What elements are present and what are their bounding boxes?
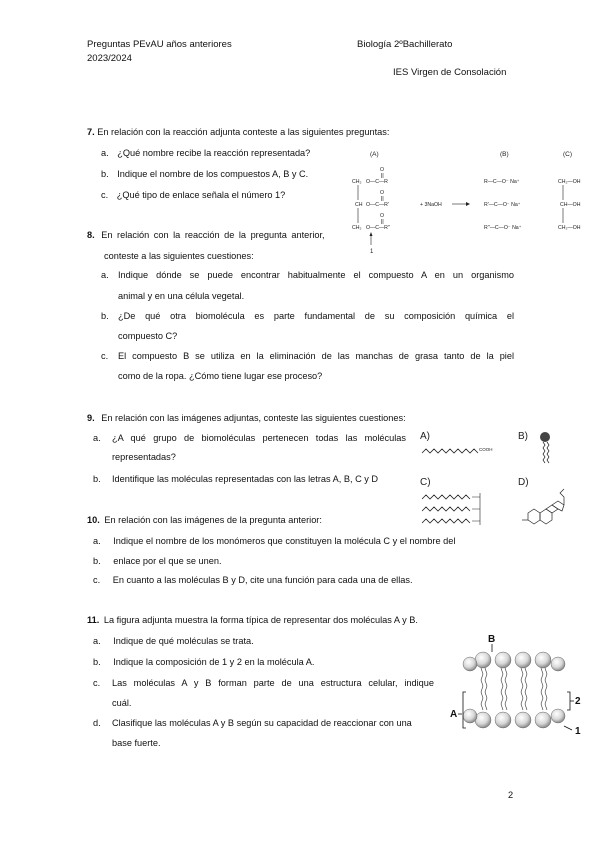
- label-2: 2: [575, 696, 581, 707]
- carbonyl-o-2: O: [380, 190, 385, 196]
- label-b: B: [488, 634, 496, 645]
- q7-item-c: [101, 189, 285, 202]
- question-text: En relación con las imágenes adjuntas, conteste las siguientes cuestiones:: [101, 413, 406, 423]
- header-subject: Biología 2ºBachillerato: [357, 39, 453, 50]
- lipids-figure: [418, 425, 568, 530]
- q9-item-a-line2: representadas?: [112, 452, 176, 462]
- polar-head: [515, 712, 531, 728]
- q9-item-letter-b: b.: [93, 474, 101, 484]
- ch2-bottom: CH₂: [352, 225, 362, 231]
- phospholipid-tail-2: [547, 442, 549, 463]
- triglyceride-chain-1: [422, 495, 470, 499]
- question-11: [87, 614, 418, 627]
- question-number: 8.: [87, 230, 95, 240]
- question-text: En relación con la reacción adjunta conteste a las siguientes preguntas:: [97, 127, 390, 137]
- header-course: Preguntas PEvAU años anteriores: [87, 39, 232, 50]
- polar-head: [495, 652, 511, 668]
- label-1: 1: [575, 726, 581, 737]
- polar-head: [475, 712, 491, 728]
- label-b: (B): [500, 151, 509, 158]
- q9-item-a-line1: ¿A qué grupo de biomoléculas pertenecen todas las moléculas: [112, 433, 406, 443]
- q8-item-letter-c: c.: [101, 351, 109, 361]
- item-text: Indique la composición de 1 y 2 en la molécula A.: [113, 657, 315, 667]
- bracket-2: [567, 692, 570, 710]
- polar-head: [535, 652, 551, 668]
- item-text: En cuanto a las moléculas B y D, cite una función para cada una de ellas.: [112, 575, 413, 585]
- question-number: 7.: [87, 127, 95, 137]
- label-b: B): [518, 431, 528, 442]
- item-letter: a.: [101, 148, 109, 158]
- q8-item-a-line1: Indique dónde se puede encontrar habitualmente el compuesto A en un organismo: [118, 270, 514, 280]
- item-letter: b.: [93, 556, 101, 566]
- carbonyl-o-3: O: [380, 213, 385, 219]
- polar-head: [475, 652, 491, 668]
- polar-head: [551, 657, 565, 671]
- glycerol-2: CH—OH: [560, 202, 581, 208]
- glycerol-3: CH₂—OH: [558, 225, 581, 231]
- question-number: 9.: [87, 413, 95, 423]
- phospholipid-tail-1: [543, 442, 545, 463]
- ester-2: O—C—R': [366, 202, 389, 208]
- page-number: 2: [508, 790, 514, 800]
- q11-item-c-line1: Las moléculas A y B forman parte de una estructura celular, indique: [112, 678, 434, 688]
- item-text: Indique el nombre de los monómeros que constituyen la molécula C y el nombre del: [113, 536, 456, 546]
- membrane-figure: [448, 630, 588, 740]
- polar-head: [535, 712, 551, 728]
- q8-item-letter-b: b.: [101, 311, 109, 321]
- question-number: 11.: [87, 615, 100, 625]
- q7-item-a: [101, 147, 310, 160]
- item-text: Indique de qué moléculas se trata.: [113, 636, 254, 646]
- label-c: (C): [563, 151, 573, 158]
- q10-item-b: [93, 555, 222, 568]
- polar-head: [463, 709, 477, 723]
- label-a: A: [450, 709, 458, 720]
- question-text-line1: En relación con la reacción de la pregunta anterior,: [101, 230, 325, 240]
- q11-item-d-line1: Clasifique las moléculas A y B según su capacidad de reaccionar con una: [112, 718, 412, 728]
- fatty-acid-chain: [422, 449, 478, 453]
- item-letter: b.: [93, 657, 101, 667]
- q11-item-d-line2: base fuerte.: [112, 738, 161, 748]
- q8-item-b-line1: ¿De qué otra biomolécula es parte fundamental de su composición química el: [118, 311, 514, 321]
- triglyceride-chain-2: [422, 507, 470, 511]
- ester-1: O—C—R: [366, 179, 388, 185]
- bond-number: 1: [370, 249, 374, 255]
- polar-head: [515, 652, 531, 668]
- item-letter: c.: [101, 190, 109, 200]
- q9-item-b-line1: Identifique las moléculas representadas con las letras A, B, C y D: [112, 474, 379, 484]
- ester-3: O—C—R'': [366, 225, 390, 231]
- header-school: IES Virgen de Consolación: [393, 67, 507, 78]
- q8-item-c-line1: El compuesto B se utiliza en la eliminación de las manchas de grasa tanto de la piel: [118, 351, 514, 361]
- q8-item-b-line2: compuesto C?: [118, 331, 178, 341]
- bracket-a: [463, 692, 466, 728]
- question-7: [87, 126, 389, 139]
- cooh-label: COOH: [479, 447, 493, 452]
- question-8: [87, 229, 325, 242]
- question-text: La figura adjunta muestra la forma típica de representar dos moléculas A y B.: [103, 615, 418, 625]
- triglyceride-chain-3: [422, 519, 470, 523]
- item-text: ¿Qué tipo de enlace señala el número 1?: [116, 190, 286, 200]
- question-9: [87, 412, 406, 425]
- q11-item-letter-c: c.: [93, 678, 101, 688]
- polar-head: [495, 712, 511, 728]
- phospholipid-head: [540, 432, 550, 442]
- q8-item-letter-a: a.: [101, 270, 109, 280]
- label-a: (A): [370, 151, 379, 158]
- item-text: ¿Qué nombre recibe la reacción representada?: [117, 148, 311, 158]
- polar-head: [463, 657, 477, 671]
- q8-item-c-line2: como de la ropa. ¿Cómo tiene lugar ese proceso?: [118, 371, 323, 381]
- soap-3: R''—C—O⁻ Na⁺: [484, 225, 522, 231]
- item-text: Indique el nombre de los compuestos A, B y C.: [117, 169, 309, 179]
- soap-1: R—C—O⁻ Na⁺: [484, 179, 520, 185]
- item-letter: c.: [93, 575, 101, 585]
- question-text: En relación con las imágenes de la pregunta anterior:: [104, 515, 322, 525]
- q11-item-a: [93, 635, 254, 648]
- item-text: enlace por el que se unen.: [113, 556, 222, 566]
- item-letter: a.: [93, 536, 101, 546]
- item-letter: b.: [101, 169, 109, 179]
- ch2-top: CH₂: [352, 179, 362, 185]
- soap-2: R'—C—O⁻ Na⁺: [484, 202, 521, 208]
- label-c: C): [420, 477, 431, 488]
- question-10: [87, 514, 322, 527]
- label-a: A): [420, 431, 430, 442]
- q8-item-a-line2: animal y en una célula vegetal.: [118, 291, 245, 301]
- polar-head: [551, 709, 565, 723]
- q7-item-b: [101, 168, 308, 181]
- q10-item-c: [93, 574, 413, 587]
- q11-item-c-line2: cuál.: [112, 698, 132, 708]
- reagent: + 3NaOH: [420, 202, 442, 208]
- glycerol-figure: [460, 145, 590, 255]
- ch-mid: CH: [355, 202, 363, 208]
- question-8-line2: conteste a las siguientes cuestiones:: [104, 251, 254, 261]
- steroid-rings: [522, 489, 564, 524]
- arrow-1: [564, 726, 572, 730]
- q11-item-letter-d: d.: [93, 718, 101, 728]
- q9-item-letter-a: a.: [93, 433, 101, 443]
- bottom-leaflet: [463, 692, 565, 728]
- question-number: 10.: [87, 515, 100, 525]
- item-letter: a.: [93, 636, 101, 646]
- carbonyl-o-1: O: [380, 167, 385, 173]
- q11-item-b: [93, 656, 314, 669]
- glycerol-1: CH₂—OH: [558, 179, 581, 185]
- header-year: 2023/2024: [87, 53, 132, 64]
- q10-item-a: [93, 535, 455, 548]
- top-leaflet: [463, 652, 565, 692]
- label-d: D): [518, 477, 529, 488]
